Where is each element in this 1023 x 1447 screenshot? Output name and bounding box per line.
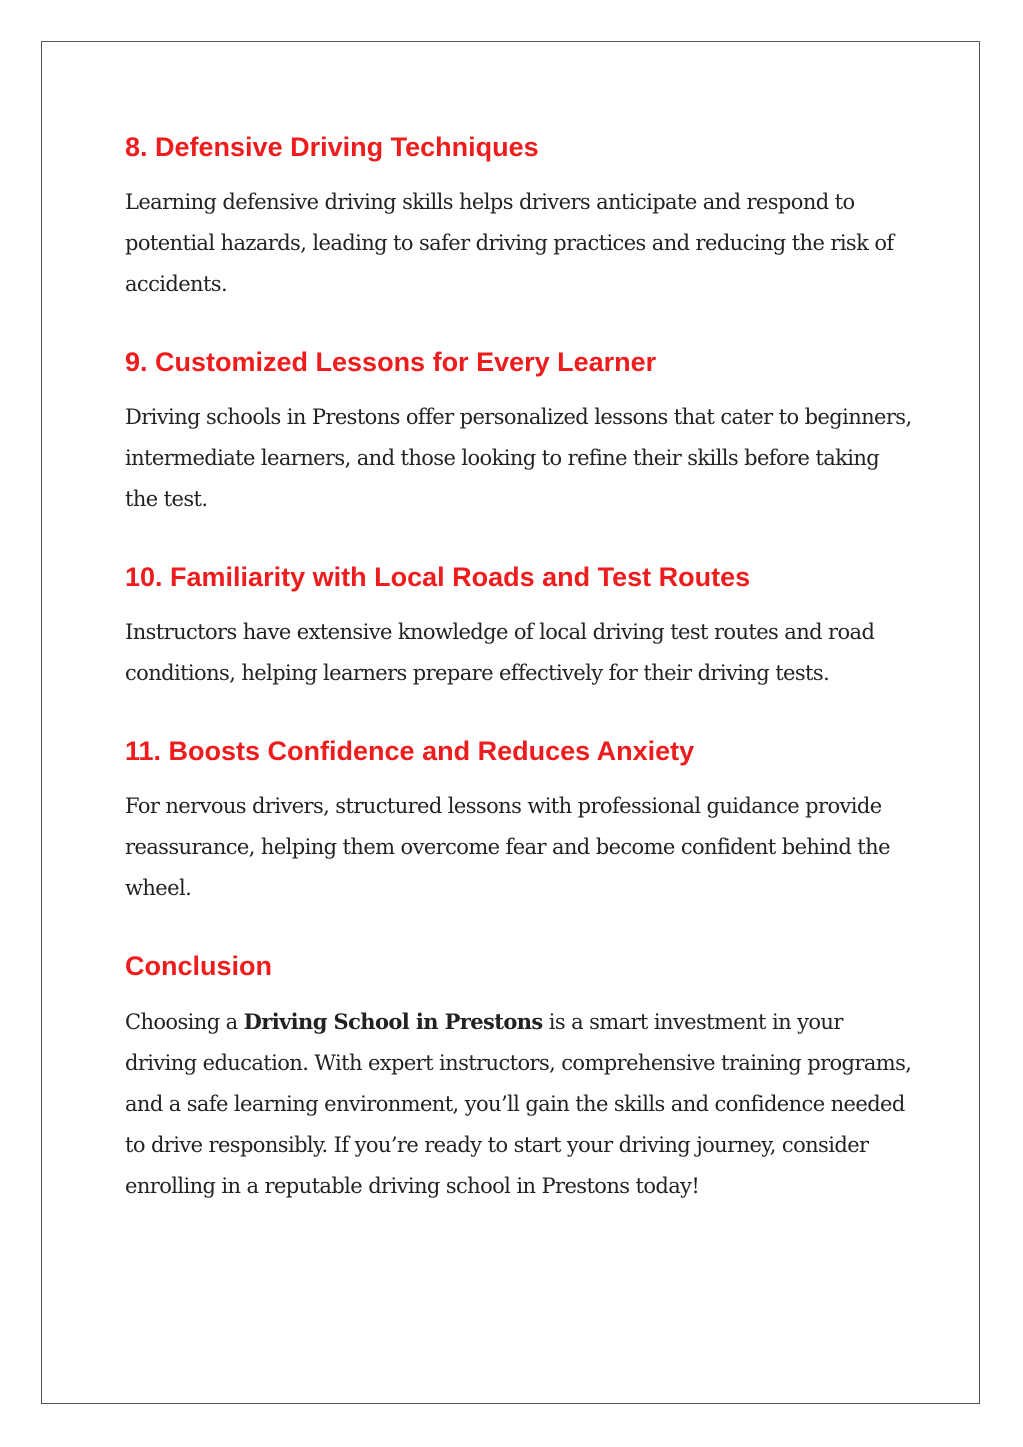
section-conclusion xyxy=(125,949,915,1207)
section-paragraph: For nervous drivers, structured lessons with professional guidance provide reassurance, helping them overcome fear and become confident behind the wheel. xyxy=(125,794,890,900)
section-heading: 9. Customized Lessons for Every Learner xyxy=(125,347,657,377)
document-page xyxy=(41,41,980,1404)
article-content xyxy=(125,130,915,1247)
section-boosts-confidence xyxy=(125,734,915,909)
section-heading: 8. Defensive Driving Techniques xyxy=(125,132,539,162)
section-paragraph: Instructors have extensive knowledge of local driving test routes and road conditions, helping learners prepare effectively for their driving tests. xyxy=(125,620,875,685)
section-paragraph: Driving schools in Prestons offer personalized lessons that cater to beginners, intermediate learners, and those looking to refine their skills before taking the test. xyxy=(125,405,912,511)
section-defensive-driving xyxy=(125,130,915,305)
conclusion-bold-keyword: Driving School in Prestons xyxy=(243,1009,543,1034)
conclusion-paragraph xyxy=(125,1001,915,1207)
section-local-roads xyxy=(125,560,915,694)
section-heading: 11. Boosts Confidence and Reduces Anxiety xyxy=(125,736,695,766)
section-heading: 10. Familiarity with Local Roads and Test Routes xyxy=(125,562,751,592)
conclusion-text-suffix: is a smart investment in your driving education. With expert instructors, comprehensive training programs, and a safe learning environment, you’ll gain the skills and confidence needed to drive responsibly. If you’re ready to start your driving journey, consider enrolling in a reputable driving school in Prestons today! xyxy=(125,1010,912,1198)
section-paragraph: Learning defensive driving skills helps drivers anticipate and respond to potential hazards, leading to safer driving practices and reducing the risk of accidents. xyxy=(125,190,894,296)
conclusion-text-prefix: Choosing a xyxy=(125,1010,244,1034)
conclusion-heading: Conclusion xyxy=(125,951,272,981)
section-customized-lessons xyxy=(125,345,915,520)
